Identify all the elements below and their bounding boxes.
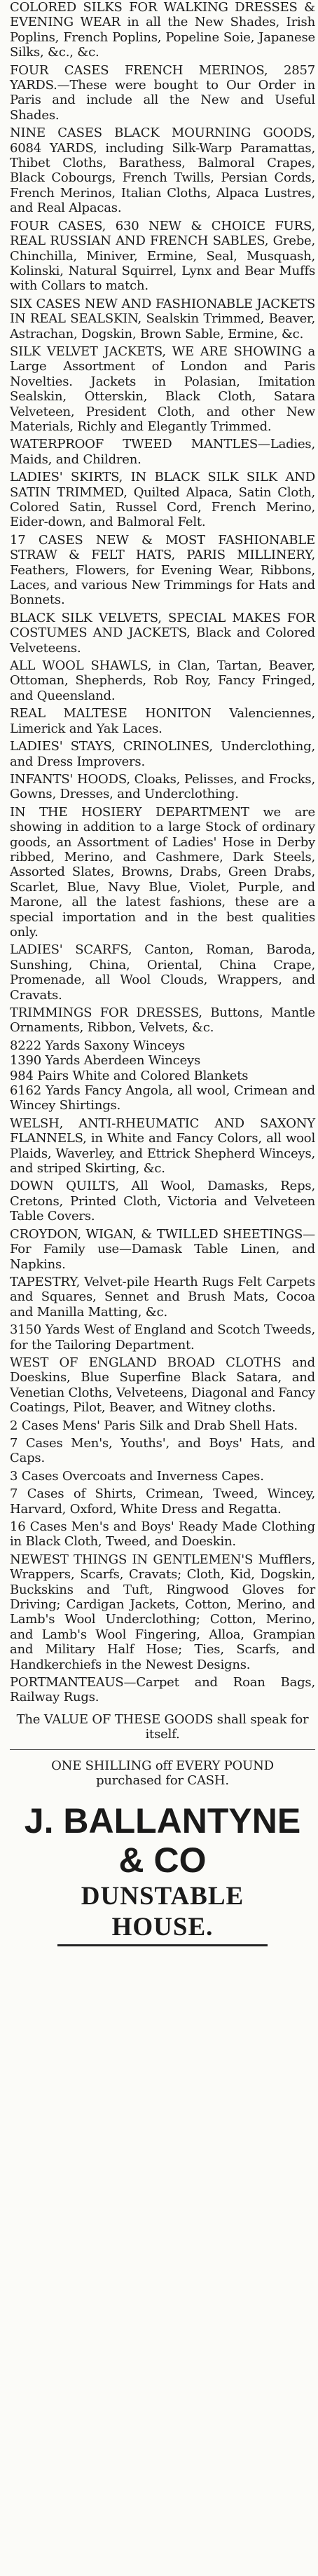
discount-line-1: ONE SHILLING off EVERY POUND xyxy=(51,1758,274,1773)
advert-entry: 3150 Yards West of England and Scotch Tweeds, for the Tailoring Department. xyxy=(10,1322,315,1353)
advert-entry: WATERPROOF TWEED MANTLES—Ladies, Maids, and Children. xyxy=(10,437,315,467)
advert-entry: TRIMMINGS FOR DRESSES, Buttons, Mantle Ornaments, Ribbon, Velvets, &c. xyxy=(10,1005,315,1036)
advert-entry: REAL MALTESE HONITON Valenciennes, Limerick and Yak Laces. xyxy=(10,706,315,736)
advert-entry: PORTMANTEAUS—Carpet and Roan Bags, Railway Rugs. xyxy=(10,1675,315,1705)
advert-entry: ALL WOOL SHAWLS, in Clan, Tartan, Beaver, Ottoman, Shepherds, Rob Roy, Fancy Fringed, and Queensland. xyxy=(10,658,315,703)
advert-entry: INFANTS' HOODS, Cloaks, Pelisses, and Frocks, Gowns, Dresses, and Underclothing. xyxy=(10,771,315,802)
advert-entry: FOUR CASES FRENCH MERINOS, 2857 YARDS.—These were bought to Our Order in Paris and include all the New and Useful Shades. xyxy=(10,62,315,123)
advert-entry: WELSH, ANTI-RHEUMATIC AND SAXONY FLANNELS, in White and Fancy Colors, all wool Plaids, Waverley, and Ettrick Shepherd Winceys, and striped Skirting, &c. xyxy=(10,1116,315,1177)
entry-list xyxy=(10,0,315,1705)
advert-entry: WEST OF ENGLAND BROAD CLOTHS and Doeskins, Blue Superfine Black Satara, and Venetian Cloths, Velveteens, Diagonal and Fancy Coatings, Pilot, Beaver, and Witney cloths. xyxy=(10,1355,315,1416)
advert-entry: SIX CASES NEW AND FASHIONABLE JACKETS IN REAL SEALSKIN, Sealskin Trimmed, Beaver, Astrachan, Dogskin, Brown Sable, Ermine, &c. xyxy=(10,296,315,341)
advert-entry: SILK VELVET JACKETS, WE ARE SHOWING a Large Assortment of London and Paris Novelties. Jackets in Polasian, Imitation Sealskin, Otterskin, Black Cloth, Satara Velveteen, President Cloth, and other New Materials, Richly and Elegantly Trimmed. xyxy=(10,344,315,434)
advert-entry: 3 Cases Overcoats and Inverness Capes. xyxy=(10,1468,264,1484)
advert-entry: 17 CASES NEW & MOST FASHIONABLE STRAW & FELT HATS, PARIS MILLINERY, Feathers, Flowers, for Evening Wear, Ribbons, Laces, and various New Trimmings for Hats and Bonnets. xyxy=(10,532,315,608)
advert-entry: LADIES' SKIRTS, IN BLACK SILK SILK AND SATIN TRIMMED, Quilted Alpaca, Satin Cloth, Colored Satin, Russel Cord, French Merino, Eider-down, and Balmoral Felt. xyxy=(10,470,315,530)
advert-entry: NEWEST THINGS IN GENTLEMEN'S Mufflers, Wrappers, Scarfs, Cravats; Cloth, Kid, Dogskin, Buckskins and Tuft, Ringwood Gloves for Driving; Cardigan Jackets, Cotton, Merino, and Lamb's Wool Underclothing; Cotton, Merino, and Lamb's Wool Fingering, Alloa, Grampian and Military Half Hose; Ties, Scarfs, and Handkerchiefs in the Newest Designs. xyxy=(10,1552,315,1672)
firm-name: J. BALLANTYNE & CO xyxy=(24,1801,301,1880)
house-name: DUNSTABLE HOUSE. xyxy=(57,1881,268,1946)
advert-entry: DOWN QUILTS, All Wool, Damasks, Reps, Cretons, Printed Cloth, Victoria and Velveteen Table Covers. xyxy=(10,1179,315,1224)
advert-entry: 8222 Yards Saxony Winceys 1390 Yards Aberdeen Winceys 984 Pairs White and Colored Blankets 6162 Yards Fancy Angola, all wool, Crimean and Wincey Shirtings. xyxy=(10,1038,315,1113)
discount-notice xyxy=(10,1758,315,1789)
advert-entry: TAPESTRY, Velvet-pile Hearth Rugs Felt Carpets and Squares, Sennet and Brush Mats, Cocoa and Manilla Matting, &c. xyxy=(10,1274,315,1320)
advert-entry: 2 Cases Mens' Paris Silk and Drab Shell Hats. xyxy=(10,1418,298,1433)
advert-entry: 7 Cases of Shirts, Crimean, Tweed, Wincey, Harvard, Oxford, White Dress and Regatta. xyxy=(10,1486,315,1517)
advert-entry: LADIES' STAYS, CRINOLINES, Underclothing, and Dress Improvers. xyxy=(10,739,315,769)
value-statement: The VALUE OF THESE GOODS shall speak for itself. xyxy=(16,1711,309,1742)
advert-entry: 7 Cases Men's, Youths', and Boys' Hats, and Caps. xyxy=(10,1435,315,1466)
advert-entry: COLORED SILKS FOR WALKING DRESSES & EVENING WEAR in all the New Shades, Irish Poplins, French Poplins, Popeline Soie, Japanese Silks, &c., &c. xyxy=(10,0,315,60)
advert-entry: BLACK SILK VELVETS, SPECIAL MAKES FOR COSTUMES AND JACKETS, Black and Colored Velveteens. xyxy=(10,610,315,656)
advert-entry: LADIES' SCARFS, Canton, Roman, Baroda, Sunshing, China, Oriental, China Crape, Promenade, all Wool Clouds, Wrappers, and Cravats. xyxy=(10,942,315,1003)
advert-entry: NINE CASES BLACK MOURNING GOODS, 6084 YARDS, including Silk-Warp Paramattas, Thibet Cloths, Barathess, Balmoral Crapes, Black Cobourgs, French Twills, Persian Cords, French Merinos, Italian Cloths, Alpaca Lustres, and Real Alpacas. xyxy=(10,126,315,216)
divider-rule xyxy=(10,1749,315,1750)
advert-entry: CROYDON, WIGAN, & TWILLED SHEETINGS—For Family use—Damask Table Linen, and Napkins. xyxy=(10,1226,315,1272)
advert-entry: 16 Cases Men's and Boys' Ready Made Clothing in Black Cloth, Tweed, and Doeskin. xyxy=(10,1519,315,1550)
discount-line-2: purchased for CASH. xyxy=(96,1773,229,1789)
advert-entry: IN THE HOSIERY DEPARTMENT we are showing in addition to a large Stock of ordinary goods, an Assortment of Ladies' Hose in Derby ribbed, Merino, and Cashmere, Dark Steels, Assorted Slates, Browns, Drabs, Green Drabs, Scarlet, Blue, Navy Blue, Violet, Purple, and Marone, all the latest fashions, these are a special importation and in the best qualities only. xyxy=(10,804,315,940)
advert-entry: FOUR CASES, 630 NEW & CHOICE FURS, REAL RUSSIAN AND FRENCH SABLES, Grebe, Chinchilla, Miniver, Ermine, Seal, Musquash, Kolinski, Natural Squirrel, Lynx and Bear Muffs with Collars to match. xyxy=(10,218,315,294)
